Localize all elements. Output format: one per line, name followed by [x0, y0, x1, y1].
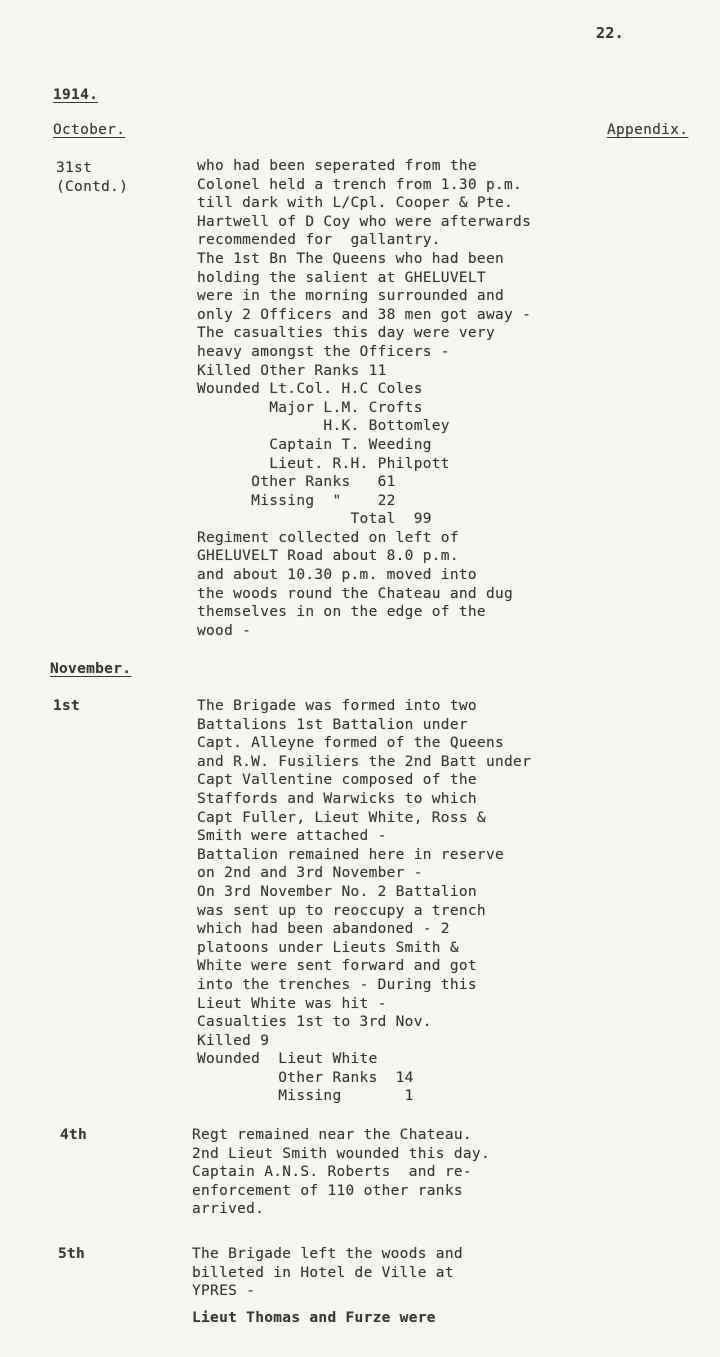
- entry-oct-31: who had been seperated from the Colonel held a trench from 1.30 p.m. till dark with L/Cpl. Cooper & Pte. Hartwell of D Coy who were afterwards recommended for gallantry. The 1st Bn The Queens who had been holding the salient at GHELUVELT were in the morning surrounded and only 2 Officers and 38 men got away - The casualties this day were very heavy amongst the Officers - Killed Other Ranks 11 Wounded Lt.Col. H.C Coles Major L.M. Crofts H.K. Bottomley Captain T. Weeding Lieut. R.H. Philpott Other Ranks 61 Missing " 22 Total 99 Regiment collected on left of GHELUVELT Road about 8.0 p.m. and about 10.30 p.m. moved into the woods round the Chateau and dug themselves in on the edge of the wood -: [197, 158, 532, 639]
- month-heading-october: October.: [53, 122, 126, 138]
- entry-nov-5: The Brigade left the woods and billeted in Hotel de Ville at YPRES -: [192, 1246, 463, 1300]
- page-number: 22.: [596, 24, 624, 42]
- date-nov-5: 5th: [58, 1246, 86, 1262]
- appendix-label: Appendix.: [607, 122, 689, 138]
- year-heading: 1914.: [53, 87, 99, 103]
- entry-nov-4: Regt remained near the Chateau. 2nd Lieut Smith wounded this day. Captain A.N.S. Roberts and re- enforcement of 110 other ranks arrived.: [192, 1127, 490, 1218]
- month-heading-november: November.: [50, 661, 132, 677]
- date-nov-4: 4th: [60, 1127, 88, 1143]
- entry-final-line: Lieut Thomas and Furze were: [192, 1310, 436, 1326]
- entry-nov-1: The Brigade was formed into two Battalions 1st Battalion under Capt. Alleyne formed of the Queens and R.W. Fusiliers the 2nd Batt under Capt Vallentine composed of the Staffords and Warwicks to which Capt Fuller, Lieut White, Ross & Smith were attached - Battalion remained here in reserve on 2nd and 3rd November - On 3rd November No. 2 Battalion was sent up to reoccupy a trench which had been abandoned - 2 platoons under Lieuts Smith & White were sent forward and got into the trenches - During this Lieut White was hit - Casualties 1st to 3rd Nov. Killed 9 Wounded Lieut White Other Ranks 14 Missing 1: [197, 698, 532, 1105]
- date-oct-31: 31st (Contd.): [56, 160, 129, 195]
- date-nov-1: 1st: [53, 698, 81, 714]
